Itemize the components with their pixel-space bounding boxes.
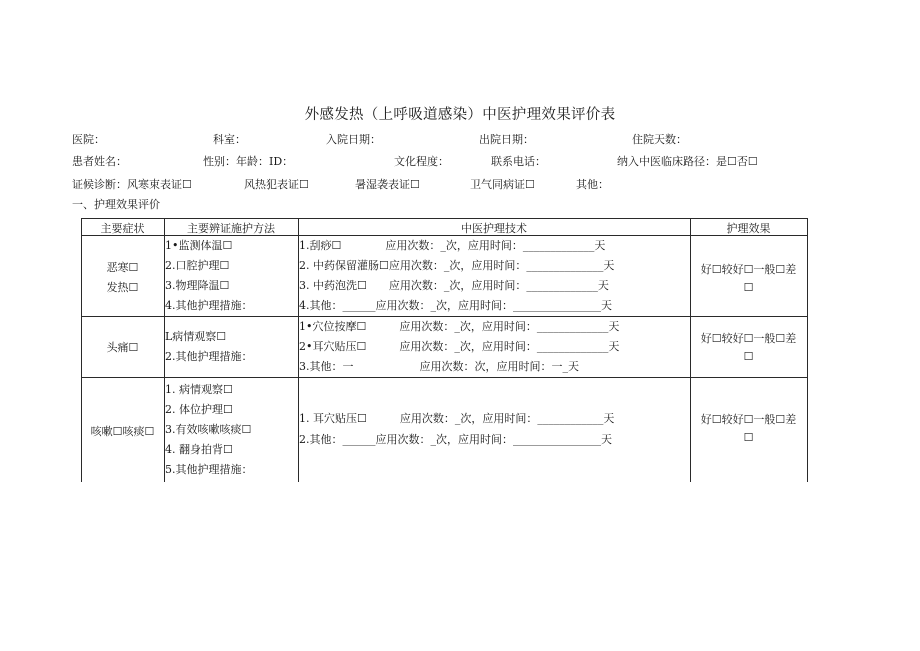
effect-options: 好☐较好☐一般☐差 bbox=[700, 263, 797, 276]
hospital-field: 医院： bbox=[72, 133, 105, 146]
symptom-cell: 恶寒☐ bbox=[106, 261, 139, 274]
admission-date-field: 入院日期： bbox=[326, 133, 381, 146]
evaluation-table bbox=[81, 218, 808, 482]
method-item: 2.口腔护理☐ bbox=[165, 259, 230, 272]
table-divider bbox=[81, 377, 808, 378]
method-item: 1. 病情观察☐ bbox=[165, 383, 233, 396]
section-title: 一、护理效果评价 bbox=[72, 198, 160, 211]
header-techniques: 中医护理技术 bbox=[461, 222, 527, 235]
method-item: 4.其他护理措施： bbox=[165, 299, 253, 312]
header-symptom: 主要症状 bbox=[100, 222, 145, 235]
symptom-cell: 咳嗽☐咳痰☐ bbox=[90, 425, 155, 438]
technique-item: 4.其他：______应用次数：_次，应用时间：________________天 bbox=[299, 299, 612, 312]
education-field: 文化程度： bbox=[394, 155, 449, 168]
discharge-date-field: 出院日期： bbox=[479, 133, 534, 146]
header-methods: 主要辨证施护方法 bbox=[187, 222, 275, 235]
method-item: L病情观察☐ bbox=[165, 330, 227, 343]
effect-options: ☐ bbox=[743, 431, 754, 444]
header-effect: 护理效果 bbox=[726, 222, 771, 235]
syndrome-summer-damp: 暑湿袭表证☐ bbox=[355, 178, 420, 191]
technique-item: 1.刮痧☐ 应用次数：_次，应用时间：_____________天 bbox=[299, 239, 606, 252]
stay-days-field: 住院天数： bbox=[632, 133, 687, 146]
page-title: 外感发热（上呼吸道感染）中医护理效果评价表 bbox=[304, 107, 616, 123]
diagnosis-field: 证候诊断：风寒束表证☐ bbox=[72, 178, 192, 191]
effect-options: ☐ bbox=[743, 281, 754, 294]
method-item: 3.有效咳嗽咳痰☐ bbox=[165, 423, 252, 436]
effect-options: 好☐较好☐一般☐差 bbox=[700, 332, 797, 345]
method-item: 2. 体位护理☐ bbox=[165, 403, 233, 416]
table-border-right bbox=[807, 218, 808, 482]
technique-item: 3.其他：一 应用次数：次，应用时间：一_天 bbox=[299, 360, 579, 373]
symptom-cell: 头痛☐ bbox=[106, 341, 139, 354]
syndrome-wind-heat: 风热犯表证☐ bbox=[244, 178, 309, 191]
department-field: 科室： bbox=[213, 133, 246, 146]
clinical-pathway-field: 纳入中医临床路径：是☐否☐ bbox=[617, 155, 758, 168]
technique-item: 2.其他：______应用次数：_次，应用时间：________________天 bbox=[299, 433, 612, 446]
technique-item: 1. 耳穴贴压☐ 应用次数：_次，应用时间：____________天 bbox=[299, 412, 615, 425]
effect-options: 好☐较好☐一般☐差 bbox=[700, 413, 797, 426]
technique-item: 2. 中药保留灌肠☐应用次数：_次，应用时间：______________天 bbox=[299, 259, 615, 272]
other-field: 其他： bbox=[576, 178, 609, 191]
method-item: 4. 翻身拍背☐ bbox=[165, 443, 233, 456]
table-divider bbox=[81, 316, 808, 317]
method-item: 5.其他护理措施： bbox=[165, 463, 253, 476]
symptom-cell: 发热☐ bbox=[106, 281, 139, 294]
technique-item: 1•穴位按摩☐ 应用次数：_次，应用时间：_____________天 bbox=[299, 320, 620, 333]
table-border-top bbox=[81, 218, 808, 219]
phone-field: 联系电话： bbox=[491, 155, 546, 168]
technique-item: 3. 中药泡洗☐ 应用次数：_次，应用时间：_____________天 bbox=[299, 279, 609, 292]
syndrome-wei-qi: 卫气同病证☐ bbox=[470, 178, 535, 191]
method-item: 3.物理降温☐ bbox=[165, 279, 230, 292]
technique-item: 2•耳穴贴压☐ 应用次数：_次，应用时间：_____________天 bbox=[299, 340, 620, 353]
gender-age-id-field: 性别：年龄：ID： bbox=[203, 155, 294, 168]
method-item: 2.其他护理措施： bbox=[165, 350, 253, 363]
effect-options: ☐ bbox=[743, 350, 754, 363]
method-item: 1•监测体温☐ bbox=[165, 239, 233, 252]
patient-name-field: 患者姓名： bbox=[72, 155, 127, 168]
